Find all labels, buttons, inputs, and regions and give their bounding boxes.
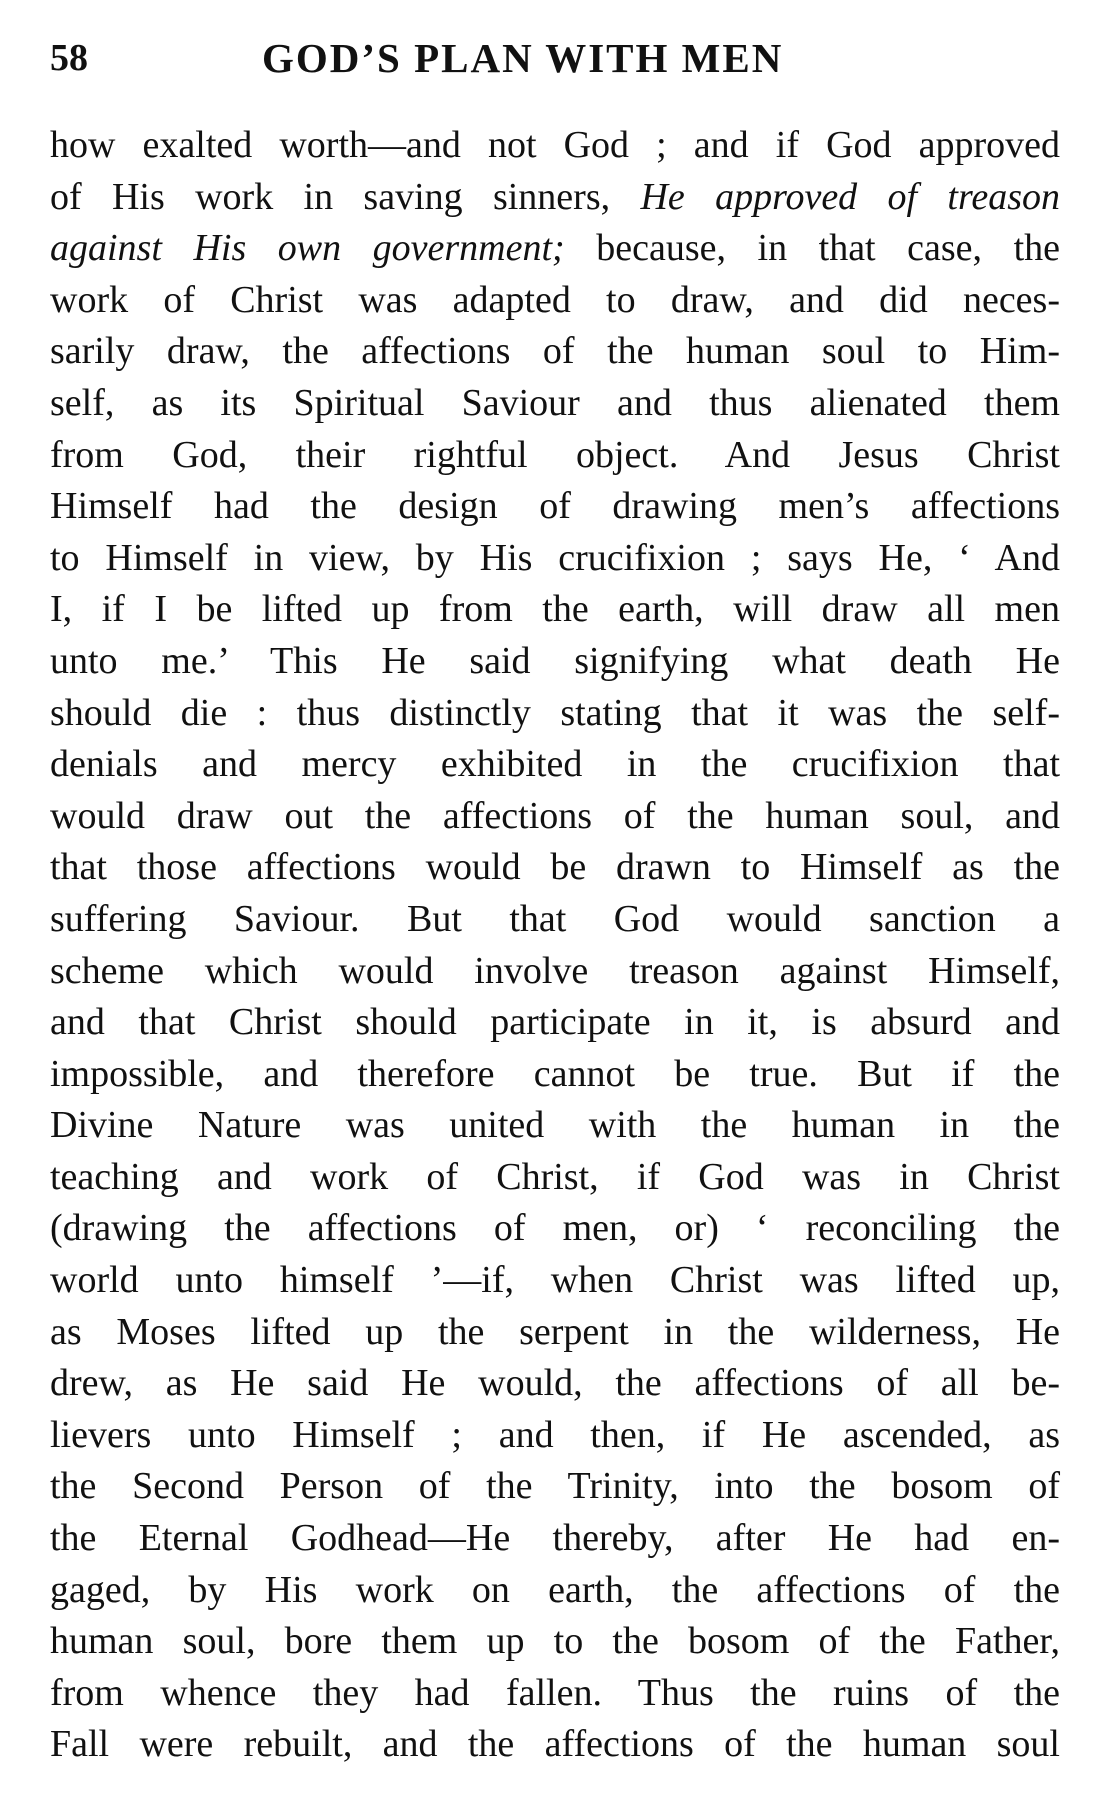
text-line: (drawing the affections of men, or) ‘ reconciling the xyxy=(50,1207,1060,1250)
text-line: should die : thus distinctly stating that it was the self- xyxy=(50,691,1060,734)
text-line xyxy=(50,223,1060,275)
text-line: suffering Saviour. But that God would sanction a xyxy=(50,897,1060,940)
italic-text: He approved of treason xyxy=(640,175,1060,218)
text-line: work of Christ was adapted to draw, and did neces- xyxy=(50,278,1060,321)
text-line: human soul, bore them up to the bosom of the Father, xyxy=(50,1620,1060,1663)
text-line: Divine Nature was united with the human in the xyxy=(50,1104,1060,1147)
body-text xyxy=(50,120,1060,1771)
text-line: from whence they had fallen. Thus the ruins of the xyxy=(50,1671,1060,1714)
text-line: world unto himself ’—if, when Christ was lifted up, xyxy=(50,1259,1060,1302)
text-line: from God, their rightful object. And Jesus Christ xyxy=(50,433,1060,476)
text-line: sarily draw, the affections of the human soul to Him- xyxy=(50,330,1060,373)
text-line: how exalted worth—and not God ; and if God approved xyxy=(50,124,1060,166)
text-line: as Moses lifted up the serpent in the wilderness, He xyxy=(50,1310,1060,1353)
text-line: denials and mercy exhibited in the crucifixion that xyxy=(50,743,1060,786)
text-line: gaged, by His work on earth, the affections of the xyxy=(50,1568,1060,1611)
text-line: I, if I be lifted up from the earth, will draw all men xyxy=(50,588,1060,631)
text-line: that those affections would be drawn to Himself as the xyxy=(50,846,1060,889)
text-line: drew, as He said He would, the affections of all be- xyxy=(50,1362,1060,1405)
page-number: 58 xyxy=(50,37,88,79)
italic-text: against His own government; xyxy=(50,227,565,270)
text-line: to Himself in view, by His crucifixion ; says He, ‘ And xyxy=(50,536,1060,579)
text-line: scheme which would involve treason against Himself, xyxy=(50,949,1060,992)
text-line: the Second Person of the Trinity, into the bosom of xyxy=(50,1465,1060,1508)
text-line: self, as its Spiritual Saviour and thus alienated them xyxy=(50,381,1060,424)
text-line: Himself had the design of drawing men’s affections xyxy=(50,485,1060,528)
text-line: the Eternal Godhead—He thereby, after He had en- xyxy=(50,1517,1060,1560)
text-line: lievers unto Himself ; and then, if He ascended, as xyxy=(50,1413,1060,1456)
text-line xyxy=(50,172,1060,224)
text-line: and that Christ should participate in it, is absurd and xyxy=(50,1001,1060,1044)
text-line: teaching and work of Christ, if God was in Christ xyxy=(50,1155,1060,1198)
text-line: impossible, and therefore cannot be true. But if the xyxy=(50,1052,1060,1095)
text-line: unto me.’ This He said signifying what death He xyxy=(50,639,1060,682)
text-segment: because, in that case, the xyxy=(564,227,1061,270)
running-title: GOD’S PLAN WITH MEN xyxy=(262,35,784,81)
page-header xyxy=(50,28,1060,88)
text-segment: of His work in saving sinners, xyxy=(50,175,641,218)
text-line: Fall were rebuilt, and the affections of the human soul xyxy=(50,1723,1060,1766)
text-line: would draw out the affections of the human soul, and xyxy=(50,794,1060,837)
